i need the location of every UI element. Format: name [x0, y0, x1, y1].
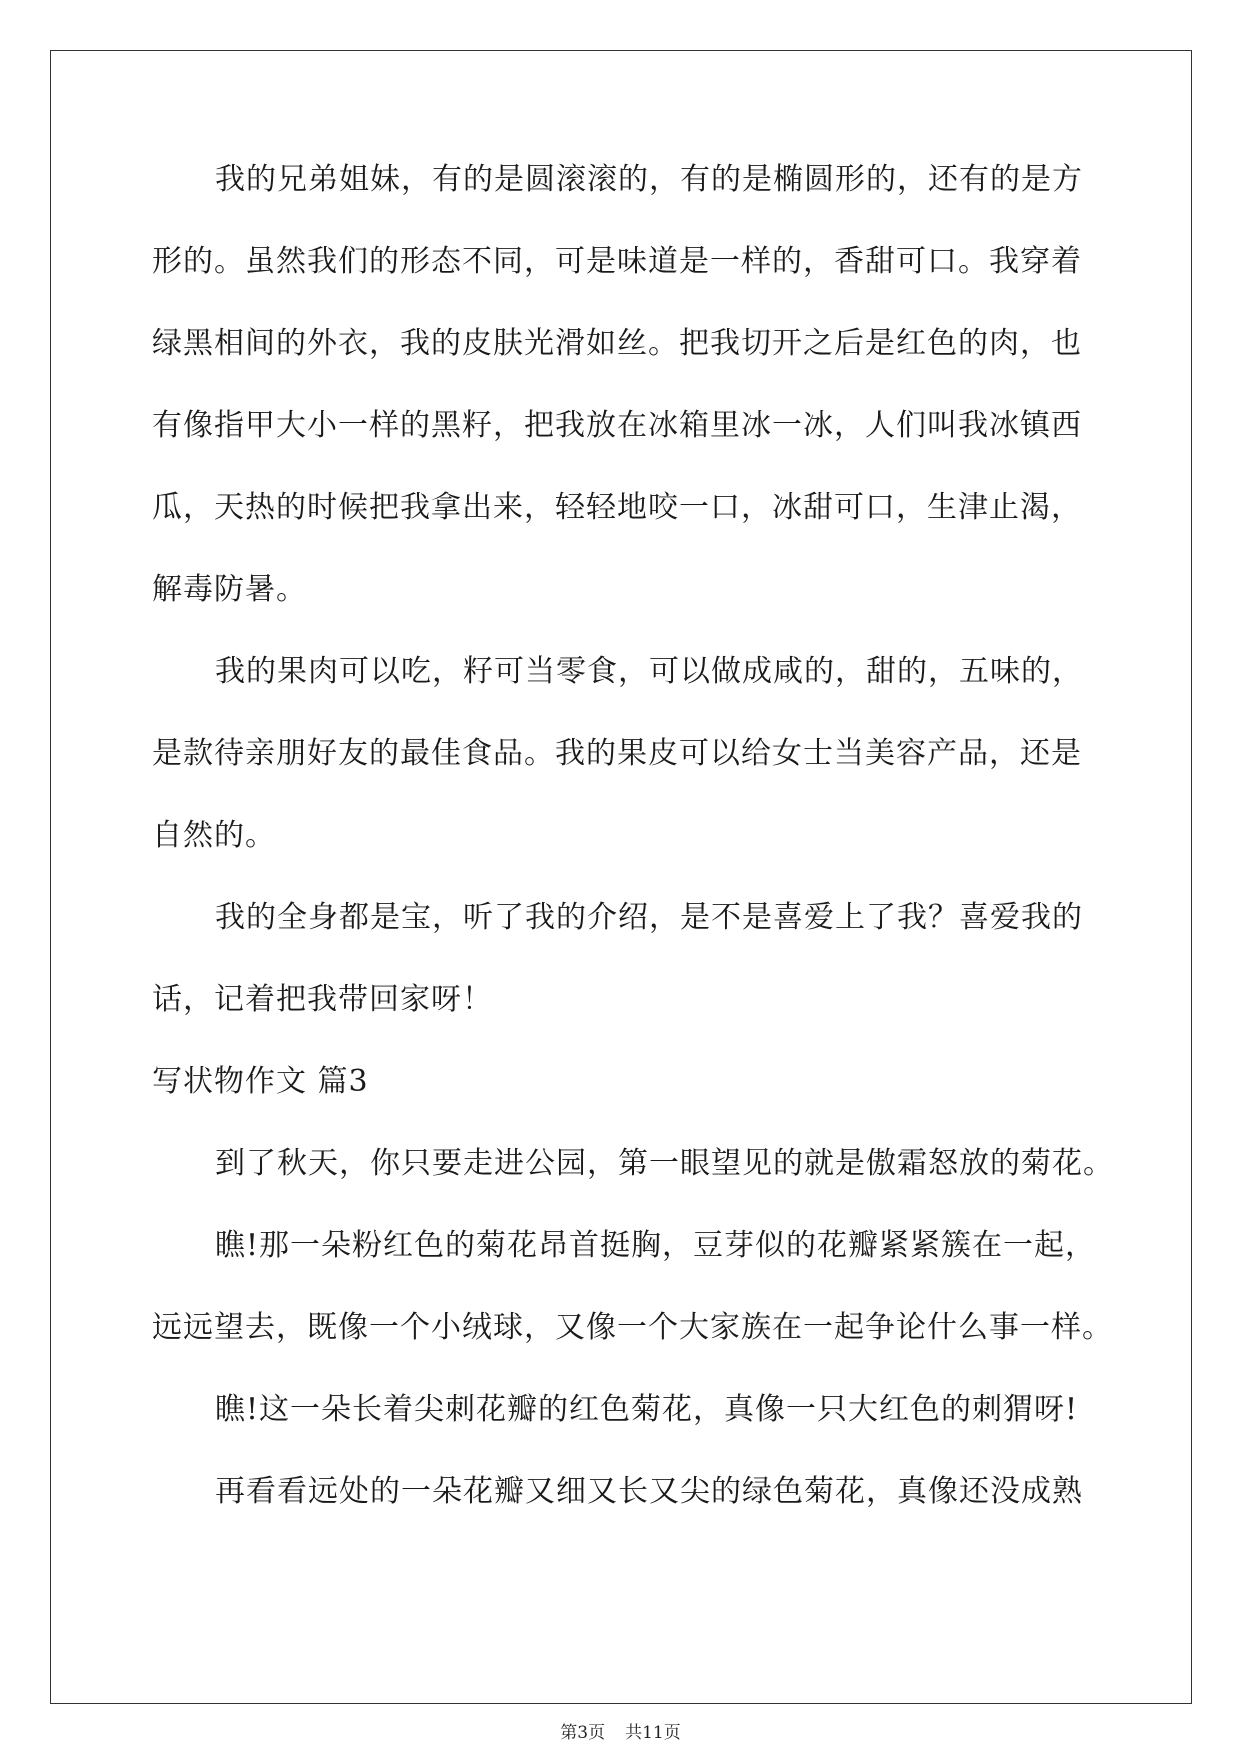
text-line: 我的兄弟姐妹，有的是圆滚滚的，有的是椭圆形的，还有的是方 [215, 162, 1083, 197]
text-line: 自然的。 [152, 818, 276, 853]
text-line: 远远望去，既像一个小绒球，又像一个大家族在一起争论什么事一样。 [152, 1310, 1113, 1345]
text-line: 绿黑相间的外衣，我的皮肤光滑如丝。把我切开之后是红色的肉，也 [152, 326, 1082, 361]
text-line: 我的全身都是宝，听了我的介绍，是不是喜爱上了我？喜爱我的 [215, 900, 1083, 935]
text-line: 瞧!这一朵长着尖刺花瓣的红色菊花，真像一只大红色的刺猬呀! [215, 1392, 1079, 1427]
document-body [152, 160, 1114, 1554]
text-line: 我的果肉可以吃，籽可当零食，可以做成咸的，甜的，五味的， [215, 654, 1083, 689]
text-line: 到了秋天，你只要走进公园，第一眼望见的就是傲霜怒放的菊花。 [215, 1146, 1114, 1181]
page-total: 共11页 [625, 1723, 681, 1743]
text-line: 瓜，天热的时候把我拿出来，轻轻地咬一口，冰甜可口，生津止渴， [152, 490, 1082, 525]
text-line: 是款待亲朋好友的最佳食品。我的果皮可以给女士当美容产品，还是 [152, 736, 1082, 771]
page-footer [0, 1718, 1241, 1743]
text-line: 再看看远处的一朵花瓣又细又长又尖的绿色菊花，真像还没成熟 [215, 1474, 1083, 1509]
text-line: 瞧!那一朵粉红色的菊花昂首挺胸，豆芽似的花瓣紧紧簇在一起， [215, 1228, 1097, 1263]
page-number: 第3页 [560, 1723, 606, 1743]
text-line: 有像指甲大小一样的黑籽，把我放在冰箱里冰一冰，人们叫我冰镇西 [152, 408, 1082, 443]
section-heading: 写状物作文 篇3 [152, 1064, 369, 1099]
text-line: 解毒防暑。 [152, 572, 307, 607]
text-line: 话，记着把我带回家呀！ [152, 982, 493, 1017]
text-line: 形的。虽然我们的形态不同，可是味道是一样的，香甜可口。我穿着 [152, 244, 1082, 279]
